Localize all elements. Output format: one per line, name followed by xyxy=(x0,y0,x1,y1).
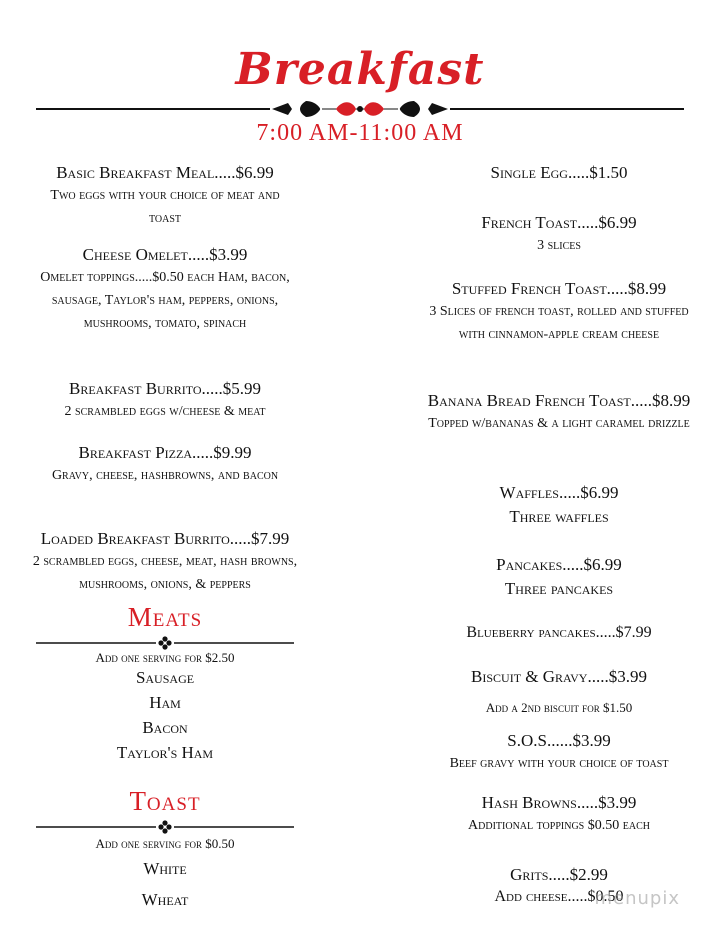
menu-item xyxy=(30,244,300,335)
item-name: Banana Bread French Toast.....$8.99 xyxy=(427,391,691,410)
item-desc: Three pancakes xyxy=(504,579,614,598)
item-name: Breakfast Burrito.....$5.99 xyxy=(69,379,261,398)
meat-item: Sausage xyxy=(135,668,195,687)
menu-item xyxy=(418,554,700,601)
item-name: Loaded Breakfast Burrito.....$7.99 xyxy=(40,529,290,548)
item-desc: Add a 2nd biscuit for $1.50 xyxy=(485,700,633,715)
menu-item xyxy=(30,162,300,230)
menu-item xyxy=(30,378,300,423)
item-desc: 2 scrambled eggs w/cheese & meat xyxy=(64,404,266,419)
item-name: Stuffed French Toast.....$8.99 xyxy=(451,279,667,298)
header-divider xyxy=(36,98,684,120)
menu-item xyxy=(418,622,700,644)
meat-item: Taylor's Ham xyxy=(116,743,214,762)
meat-item: Ham xyxy=(149,693,181,712)
item-name: S.O.S......$3.99 xyxy=(507,731,611,750)
item-desc: 3 slices xyxy=(537,238,581,253)
toast-note: Add one serving for $0.50 xyxy=(95,836,235,851)
menu-item xyxy=(30,528,300,596)
item-desc: Topped w/bananas & a light caramel drizzle xyxy=(428,416,690,431)
item-name: Single Egg.....$1.50 xyxy=(490,163,628,182)
item-desc: Two eggs with your choice of meat and toast xyxy=(50,188,280,226)
meat-item: Bacon xyxy=(142,718,188,737)
meats-title: Meats xyxy=(127,602,203,632)
item-name: Blueberry pancakes.....$7.99 xyxy=(466,624,652,641)
toast-title: Toast xyxy=(129,786,201,816)
item-name: Cheese Omelet.....$3.99 xyxy=(82,245,248,264)
item-desc: Three waffles xyxy=(509,507,609,526)
item-desc: 3 Slices of french toast, rolled and stuffed with cinnamon-apple cream cheese xyxy=(429,304,689,342)
item-name: Waffles.....$6.99 xyxy=(499,483,619,502)
menu-item xyxy=(418,390,700,435)
item-name: Pancakes.....$6.99 xyxy=(496,555,622,574)
toast-item: Wheat xyxy=(141,890,189,909)
item-name: Grits.....$2.99 xyxy=(510,865,608,884)
toast-item: White xyxy=(143,859,187,878)
item-desc: Add cheese.....$0.50 xyxy=(494,888,624,905)
item-desc: Additional toppings $0.50 each xyxy=(468,818,650,833)
service-hours: 7:00 AM-11:00 AM xyxy=(256,120,464,146)
watermark: menupix xyxy=(594,888,680,909)
item-name: Hash Browns.....$3.99 xyxy=(481,793,637,812)
item-name: Breakfast Pizza.....$9.99 xyxy=(78,443,252,462)
item-name: Biscuit & Gravy.....$3.99 xyxy=(471,667,647,686)
item-desc: Beef gravy with your choice of toast xyxy=(449,756,669,771)
item-name: Basic Breakfast Meal.....$6.99 xyxy=(56,163,274,182)
meats-divider xyxy=(36,636,294,650)
menu-item xyxy=(418,482,700,529)
toast-divider xyxy=(36,820,294,834)
item-name: French Toast.....$6.99 xyxy=(481,213,637,232)
menu-item xyxy=(418,278,700,346)
menu-item xyxy=(418,666,700,716)
item-desc: Gravy, cheese, hashbrowns, and bacon xyxy=(51,468,279,483)
meats-note: Add one serving for $2.50 xyxy=(95,650,235,665)
menu-item xyxy=(418,162,700,184)
menu-item xyxy=(418,730,700,775)
item-desc: Omelet toppings.....$0.50 each Ham, bacon, sausage, Taylor's ham, peppers, onions, mushrooms, tomato, spinach xyxy=(40,270,290,331)
menu-item xyxy=(30,442,300,487)
item-desc: 2 scrambled eggs, cheese, meat, hash browns, mushrooms, onions, & peppers xyxy=(32,554,298,592)
menu-item xyxy=(418,212,700,257)
menu-item xyxy=(418,792,700,837)
menu-title: Breakfast xyxy=(235,44,485,95)
